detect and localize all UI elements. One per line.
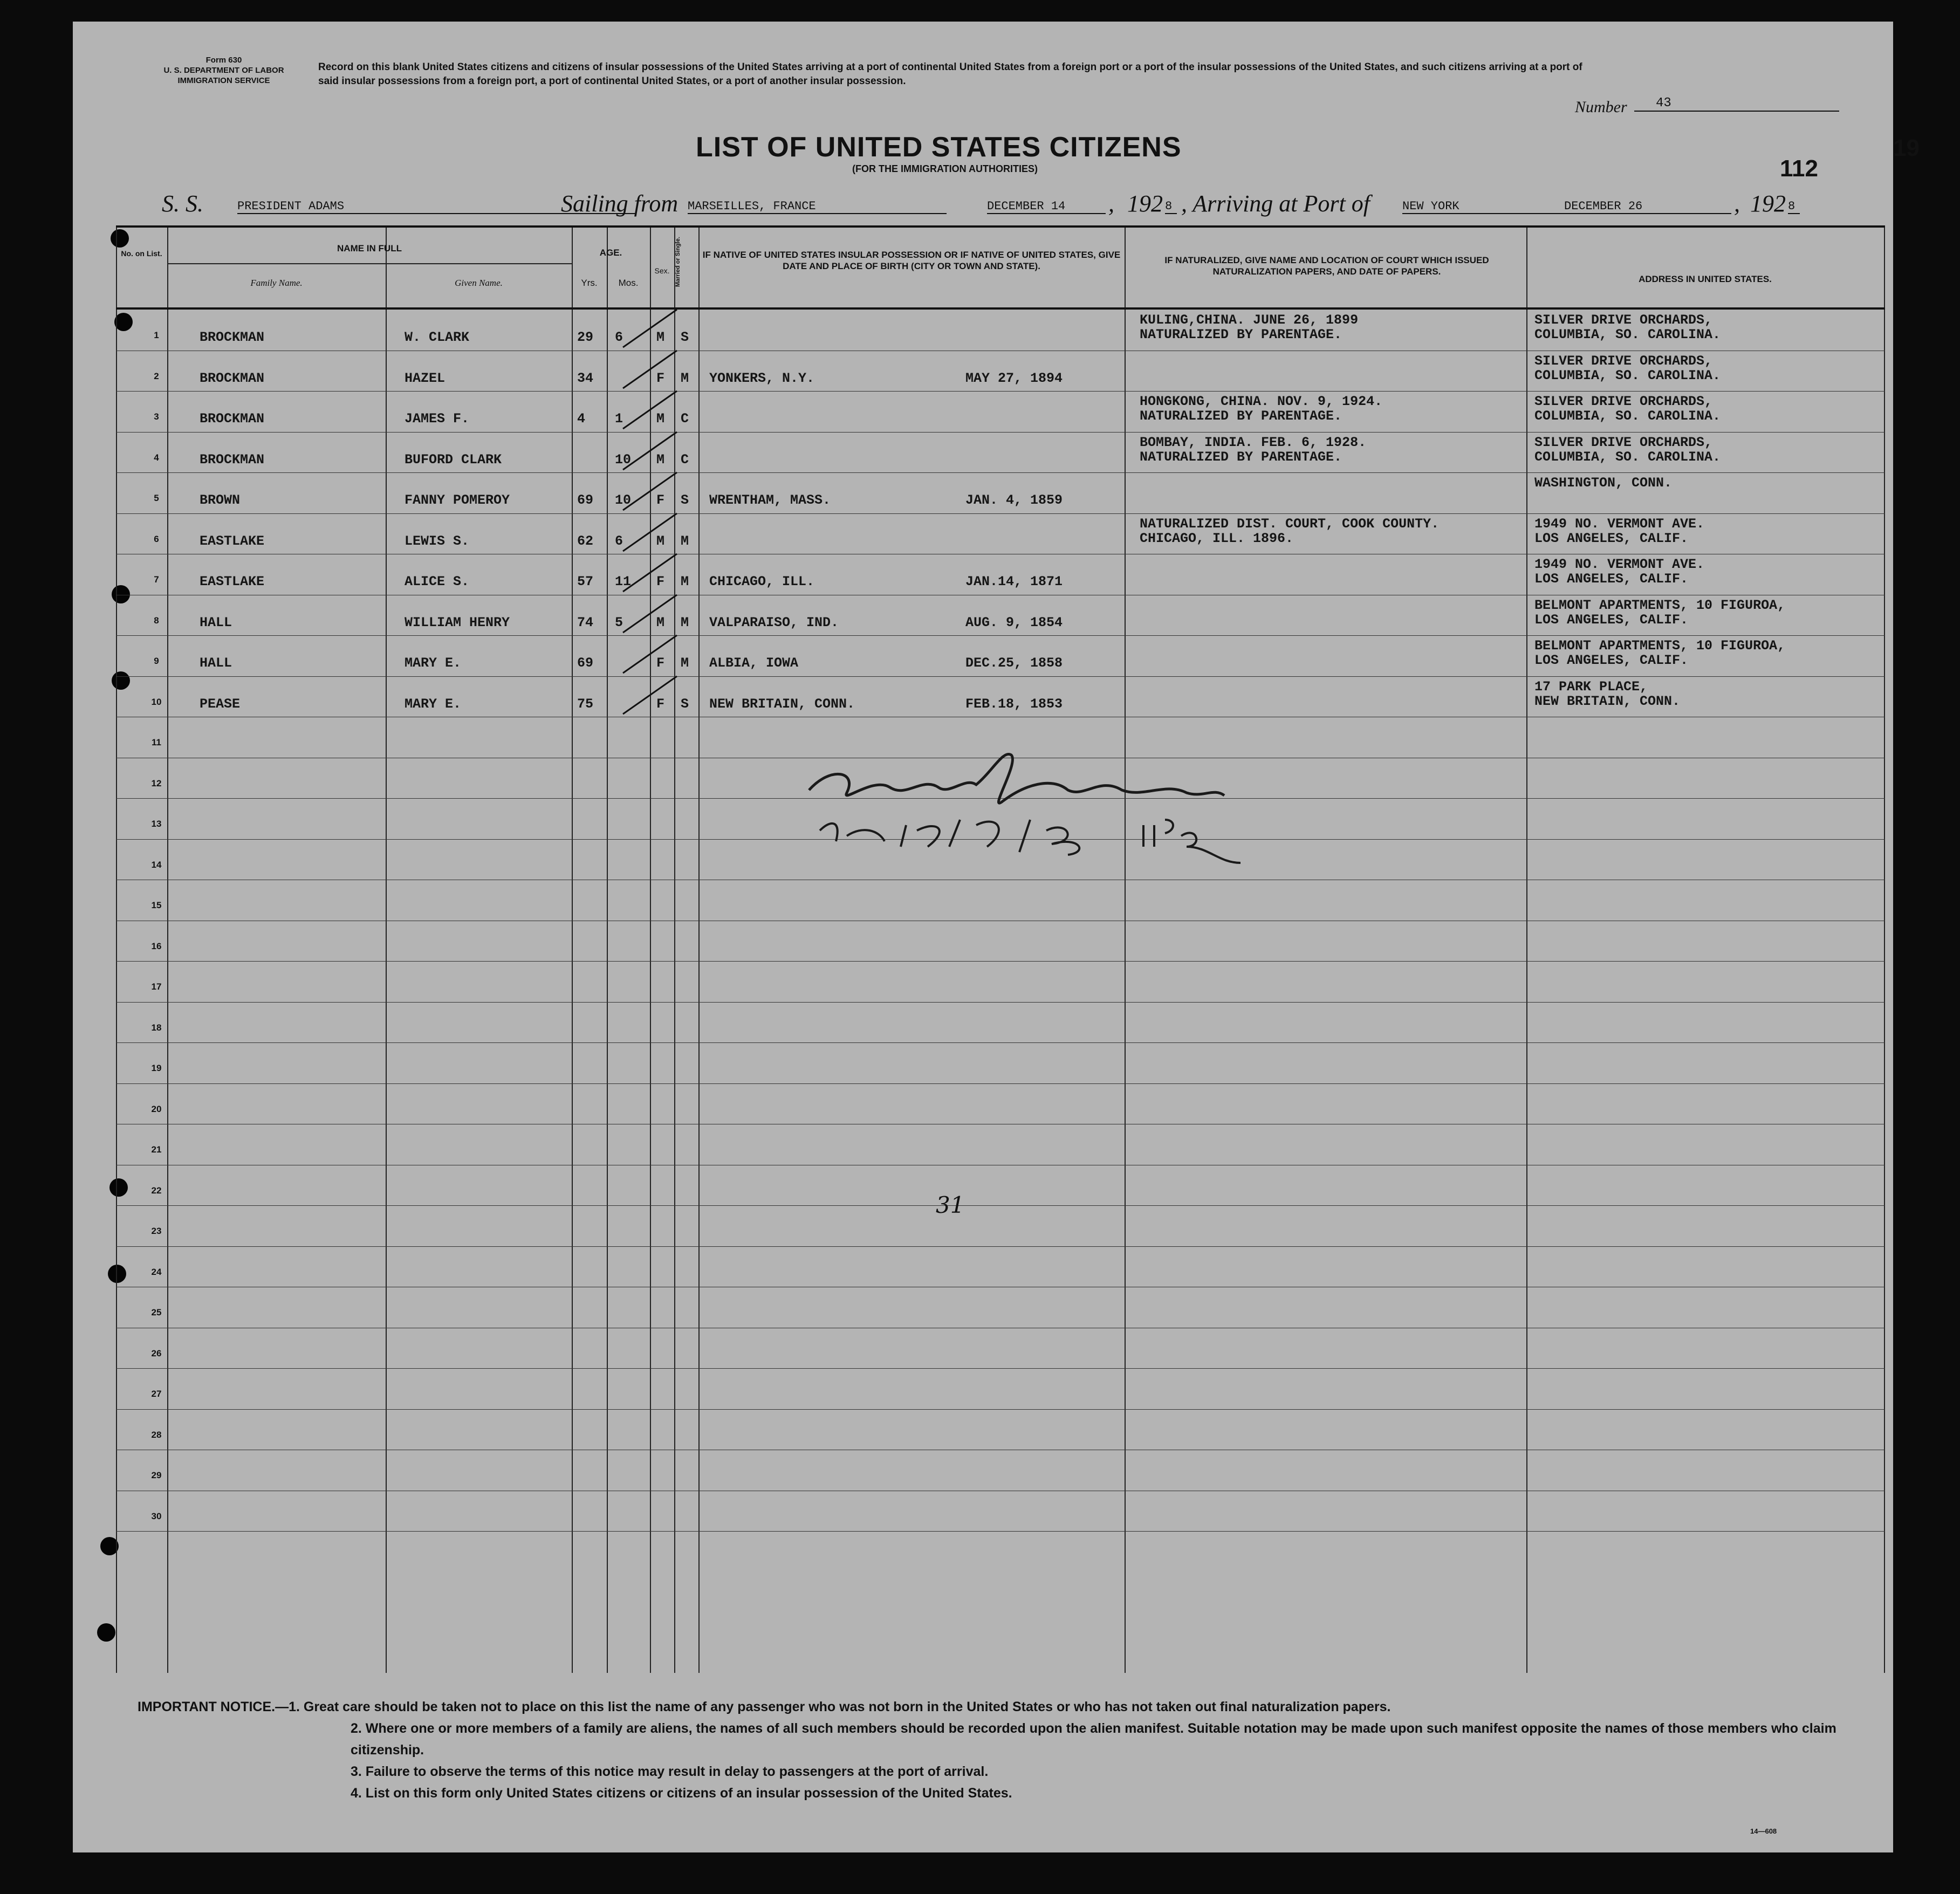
header-family-name: Family Name. xyxy=(250,278,303,288)
row-number: 21 xyxy=(151,1144,162,1155)
table-row xyxy=(116,635,1884,676)
corner-number: 19 xyxy=(1893,135,1920,161)
row-number: 15 xyxy=(151,900,162,910)
marital-status-cell: M xyxy=(681,614,689,630)
address-cell: LOS ANGELES, CALIF. xyxy=(1534,571,1689,587)
row-number: 6 xyxy=(154,533,159,544)
row-number: 2 xyxy=(154,370,159,381)
given-name-cell: MARY E. xyxy=(405,655,462,671)
check-mark-icon xyxy=(618,511,682,554)
row-number: 10 xyxy=(151,696,162,707)
table-row xyxy=(116,676,1884,717)
naturalization-cell: BOMBAY, INDIA. FEB. 6, 1928. xyxy=(1140,434,1367,450)
list-number: 43 xyxy=(1634,96,1839,112)
table-row xyxy=(116,595,1884,636)
address-cell: SILVER DRIVE ORCHARDS, xyxy=(1534,353,1713,369)
row-number: 27 xyxy=(151,1389,162,1399)
important-notice xyxy=(138,1696,1853,1804)
age-months-cell: 1 xyxy=(615,411,623,427)
given-name-cell: LEWIS S. xyxy=(405,533,470,549)
row-number: 8 xyxy=(154,615,159,626)
table-row xyxy=(116,432,1884,473)
birth-place-cell: VALPARAISO, IND. xyxy=(709,614,839,630)
marital-status-cell: C xyxy=(681,451,689,468)
family-name-cell: BROWN xyxy=(200,492,241,508)
birth-date-cell: FEB.18, 1853 xyxy=(965,696,1063,712)
punch-hole xyxy=(97,1623,115,1642)
sex-cell: M xyxy=(656,533,665,549)
age-months-cell: 5 xyxy=(615,614,623,630)
naturalization-cell: NATURALIZED DIST. COURT, COOK COUNTY. xyxy=(1140,516,1440,532)
family-name-cell: BROCKMAN xyxy=(200,411,265,427)
address-cell: SILVER DRIVE ORCHARDS, xyxy=(1534,394,1713,409)
row-number: 19 xyxy=(151,1063,162,1073)
given-name-cell: JAMES F. xyxy=(405,411,470,427)
row-number: 30 xyxy=(151,1511,162,1521)
address-cell: COLUMBIA, SO. CAROLINA. xyxy=(1534,408,1721,424)
address-cell: LOS ANGELES, CALIF. xyxy=(1534,653,1689,668)
row-number: 18 xyxy=(151,1022,162,1033)
row-rule xyxy=(116,1409,1885,1410)
header-given-name: Given Name. xyxy=(455,278,503,288)
family-name-cell: PEASE xyxy=(200,696,241,712)
marital-status-cell: S xyxy=(681,696,689,712)
address-cell: COLUMBIA, SO. CAROLINA. xyxy=(1534,367,1721,383)
row-number: 16 xyxy=(151,941,162,951)
header-address: ADDRESS IN UNITED STATES. xyxy=(1639,274,1772,284)
check-mark-icon xyxy=(618,429,682,472)
check-mark-icon xyxy=(618,348,682,391)
family-name-cell: BROCKMAN xyxy=(200,330,265,345)
naturalization-cell: HONGKONG, CHINA. NOV. 9, 1924. xyxy=(1140,394,1383,409)
table-row xyxy=(116,351,1884,392)
address-cell: LOS ANGELES, CALIF. xyxy=(1534,530,1689,546)
row-rule xyxy=(116,1042,1885,1043)
passenger-table xyxy=(116,225,1885,1673)
row-rule xyxy=(116,1083,1885,1084)
arrive-year-label: 192 xyxy=(1750,190,1786,217)
address-cell: SILVER DRIVE ORCHARDS, xyxy=(1534,312,1713,328)
naturalization-cell: KULING,CHINA. JUNE 26, 1899 xyxy=(1140,312,1359,328)
instruction-note: Record on this blank United States citizens and citizens of insular possessions of the United States arriving at a port of continental United States from a foreign port or a port of the insular possessions of the United States, and such citizens arriving at a port of said insular possessions from a foreign port, a port of continental United States, or a port of another insular possession. xyxy=(318,61,1582,87)
given-name-cell: ALICE S. xyxy=(405,574,470,589)
depart-year-digit: 8 xyxy=(1165,200,1177,214)
given-name-cell: HAZEL xyxy=(405,370,446,386)
row-number: 13 xyxy=(151,819,162,829)
row-number: 17 xyxy=(151,982,162,992)
age-months-cell: 6 xyxy=(615,533,623,549)
age-years-cell: 4 xyxy=(577,411,586,427)
row-number: 22 xyxy=(151,1185,162,1196)
birth-date-cell: DEC.25, 1858 xyxy=(965,655,1063,671)
check-mark-icon xyxy=(618,388,682,431)
row-number: 29 xyxy=(151,1470,162,1480)
naturalization-cell: NATURALIZED BY PARENTAGE. xyxy=(1140,408,1342,424)
row-number: 25 xyxy=(151,1307,162,1317)
marital-status-cell: C xyxy=(681,411,689,427)
sex-cell: F xyxy=(656,696,665,712)
birth-place-cell: ALBIA, IOWA xyxy=(709,655,799,671)
arrive-year-digit: 8 xyxy=(1788,200,1800,214)
department-label: U. S. DEPARTMENT OF LABOR xyxy=(163,66,284,75)
age-years-cell: 69 xyxy=(577,492,594,508)
page-number: 112 xyxy=(1780,155,1818,182)
age-months-cell: 10 xyxy=(615,451,632,468)
address-cell: 17 PARK PLACE, xyxy=(1534,678,1648,695)
sex-cell: M xyxy=(656,451,665,468)
header-no-on-list: No. on List. xyxy=(121,249,162,258)
header-years: Yrs. xyxy=(581,278,598,288)
notice-item-2: 2. Where one or more members of a family are aliens, the names of all such members should be recorded upon the alien manifest. Suitable notation may be made upon such manifest opposite the names of those members who claim citizenship. xyxy=(351,1721,1836,1758)
age-years-cell: 74 xyxy=(577,614,594,630)
row-number: 28 xyxy=(151,1429,162,1440)
form-header-block xyxy=(138,55,310,86)
marital-status-cell: M xyxy=(681,370,689,386)
row-rule xyxy=(116,1531,1885,1532)
marital-status-cell: M xyxy=(681,574,689,589)
marital-status-cell: S xyxy=(681,330,689,345)
birth-date-cell: JAN.14, 1871 xyxy=(965,574,1063,589)
family-name-cell: HALL xyxy=(200,614,232,630)
naturalization-cell: NATURALIZED BY PARENTAGE. xyxy=(1140,449,1342,465)
form-number: Form 630 xyxy=(205,56,242,65)
address-cell: BELMONT APARTMENTS, 10 FIGUROA, xyxy=(1534,597,1786,613)
page-title: LIST OF UNITED STATES CITIZENS xyxy=(696,132,1182,163)
address-cell: COLUMBIA, SO. CAROLINA. xyxy=(1534,327,1721,342)
margin-mark: 31 xyxy=(936,1192,965,1218)
arrive-port: NEW YORK xyxy=(1402,200,1661,214)
birth-date-cell: MAY 27, 1894 xyxy=(965,370,1063,386)
sex-cell: M xyxy=(656,614,665,630)
age-years-cell: 34 xyxy=(577,370,594,386)
sailing-line: S. S. PRESIDENT ADAMS Sailing from MARSEILLES, FRANCE DECEMBER 14 , 192 8 , Arriving at Port of NEW YORK DECEMBER 26 , 192 8 xyxy=(162,190,1855,228)
address-cell: BELMONT APARTMENTS, 10 FIGUROA, xyxy=(1534,638,1786,654)
birth-place-cell: YONKERS, N.Y. xyxy=(709,370,815,386)
birth-date-cell: JAN. 4, 1859 xyxy=(965,492,1063,508)
row-number: 4 xyxy=(154,452,159,463)
birth-date-cell: AUG. 9, 1854 xyxy=(965,614,1063,630)
sex-cell: F xyxy=(656,574,665,589)
age-years-cell: 57 xyxy=(577,574,594,589)
given-name-cell: MARY E. xyxy=(405,696,462,712)
from-port: MARSEILLES, FRANCE xyxy=(688,200,947,214)
age-years-cell: 29 xyxy=(577,330,594,345)
address-cell: 1949 NO. VERMONT AVE. xyxy=(1534,516,1705,532)
check-mark-icon xyxy=(618,307,682,350)
family-name-cell: HALL xyxy=(200,655,232,671)
age-years-cell: 69 xyxy=(577,655,594,671)
given-name-cell: BUFORD CLARK xyxy=(405,451,502,468)
notice-item-3: 3. Failure to observe the terms of this notice may result in delay to passengers at the port of arrival. xyxy=(351,1764,989,1779)
row-rule xyxy=(116,1246,1885,1247)
row-number: 3 xyxy=(154,411,159,422)
address-cell: WASHINGTON, CONN. xyxy=(1534,475,1673,491)
header-birth: IF NATIVE OF UNITED STATES INSULAR POSSESSION OR IF NATIVE OF UNITED STATES, GIVE DATE AND PLACE OF BIRTH (CITY OR TOWN AND STATE). xyxy=(702,250,1121,271)
address-cell: COLUMBIA, SO. CAROLINA. xyxy=(1534,449,1721,465)
age-months-cell: 6 xyxy=(615,330,623,345)
check-mark-icon xyxy=(618,633,682,676)
marital-status-cell: M xyxy=(681,533,689,549)
given-name-cell: WILLIAM HENRY xyxy=(405,614,510,630)
age-years-cell: 62 xyxy=(577,533,594,549)
table-row xyxy=(116,513,1884,554)
check-mark-icon xyxy=(618,470,682,513)
naturalization-cell: NATURALIZED BY PARENTAGE. xyxy=(1140,327,1342,342)
row-rule xyxy=(116,1205,1885,1206)
header-married-single: Married or Single. xyxy=(675,237,681,287)
inspector-signature xyxy=(798,739,1392,901)
birth-place-cell: NEW BRITAIN, CONN. xyxy=(709,696,855,712)
row-number: 24 xyxy=(151,1266,162,1277)
row-number: 11 xyxy=(152,737,161,747)
depart-year-label: 192 xyxy=(1127,190,1163,217)
family-name-cell: BROCKMAN xyxy=(200,451,265,468)
sex-cell: M xyxy=(656,411,665,427)
family-name-cell: BROCKMAN xyxy=(200,370,265,386)
family-name-cell: EASTLAKE xyxy=(200,574,265,589)
family-name-cell: EASTLAKE xyxy=(200,533,265,549)
notice-item-4: 4. List on this form only United States citizens or citizens of an insular possession of the United States. xyxy=(351,1786,1012,1801)
row-number: 23 xyxy=(151,1226,162,1236)
check-mark-icon xyxy=(618,592,682,635)
age-months-cell: 11 xyxy=(615,574,632,589)
notice-heading: IMPORTANT NOTICE. xyxy=(138,1699,276,1714)
page-subtitle: (FOR THE IMMIGRATION AUTHORITIES) xyxy=(852,163,1038,174)
number-label: Number xyxy=(1575,98,1627,116)
ship-name: PRESIDENT ADAMS xyxy=(237,200,636,214)
marital-status-cell: M xyxy=(681,655,689,671)
header-sex: Sex. xyxy=(654,266,670,275)
given-name-cell: FANNY POMEROY xyxy=(405,492,510,508)
row-number: 7 xyxy=(154,574,159,585)
row-number: 12 xyxy=(151,778,162,788)
row-rule xyxy=(116,1368,1885,1369)
row-number: 14 xyxy=(151,859,162,870)
sex-cell: M xyxy=(656,330,665,345)
sex-cell: F xyxy=(656,655,665,671)
address-cell: SILVER DRIVE ORCHARDS, xyxy=(1534,434,1713,450)
depart-date: DECEMBER 14 xyxy=(987,200,1106,214)
table-row xyxy=(116,310,1884,351)
birth-place-cell: WRENTHAM, MASS. xyxy=(709,492,831,508)
birth-place-cell: CHICAGO, ILL. xyxy=(709,574,815,589)
table-row xyxy=(116,472,1884,513)
arrive-date: DECEMBER 26 xyxy=(1564,200,1731,214)
check-mark-icon xyxy=(618,674,682,717)
table-row xyxy=(116,554,1884,595)
address-cell: NEW BRITAIN, CONN. xyxy=(1534,693,1681,709)
row-rule xyxy=(116,1002,1885,1003)
notice-item-1: —1. Great care should be taken not to place on this list the name of any passenger who was not born in the United States or who has not taken out final naturalization papers. xyxy=(275,1699,1391,1714)
row-number: 1 xyxy=(154,330,159,340)
age-years-cell: 75 xyxy=(577,696,594,712)
row-number: 5 xyxy=(154,493,159,503)
address-cell: 1949 NO. VERMONT AVE. xyxy=(1534,557,1705,572)
header-months: Mos. xyxy=(618,278,639,288)
header-name-in-full: NAME IN FULL xyxy=(337,243,402,253)
row-number: 26 xyxy=(151,1348,162,1358)
age-months-cell: 10 xyxy=(615,492,632,508)
service-label: IMMIGRATION SERVICE xyxy=(177,76,270,85)
row-number: 9 xyxy=(154,656,159,666)
sailing-from-label: Sailing from xyxy=(561,190,679,217)
naturalization-cell: CHICAGO, ILL. 1896. xyxy=(1140,530,1294,546)
sex-cell: F xyxy=(656,492,665,508)
table-row xyxy=(116,391,1884,432)
arriving-label: , Arriving at Port of xyxy=(1181,190,1370,217)
header-naturalized: IF NATURALIZED, GIVE NAME AND LOCATION OF COURT WHICH ISSUED NATURALIZATION PAPERS, AND DATE OF PAPERS. xyxy=(1164,255,1489,277)
sex-cell: F xyxy=(656,370,665,386)
form-code: 14—608 xyxy=(1750,1827,1777,1835)
given-name-cell: W. CLARK xyxy=(405,330,470,345)
header-age: AGE. xyxy=(599,248,622,258)
row-rule xyxy=(116,961,1885,962)
row-number: 20 xyxy=(151,1103,162,1114)
address-cell: LOS ANGELES, CALIF. xyxy=(1534,612,1689,628)
check-mark-icon xyxy=(618,551,682,594)
ss-label: S. S. xyxy=(162,190,203,217)
marital-status-cell: S xyxy=(681,492,689,508)
